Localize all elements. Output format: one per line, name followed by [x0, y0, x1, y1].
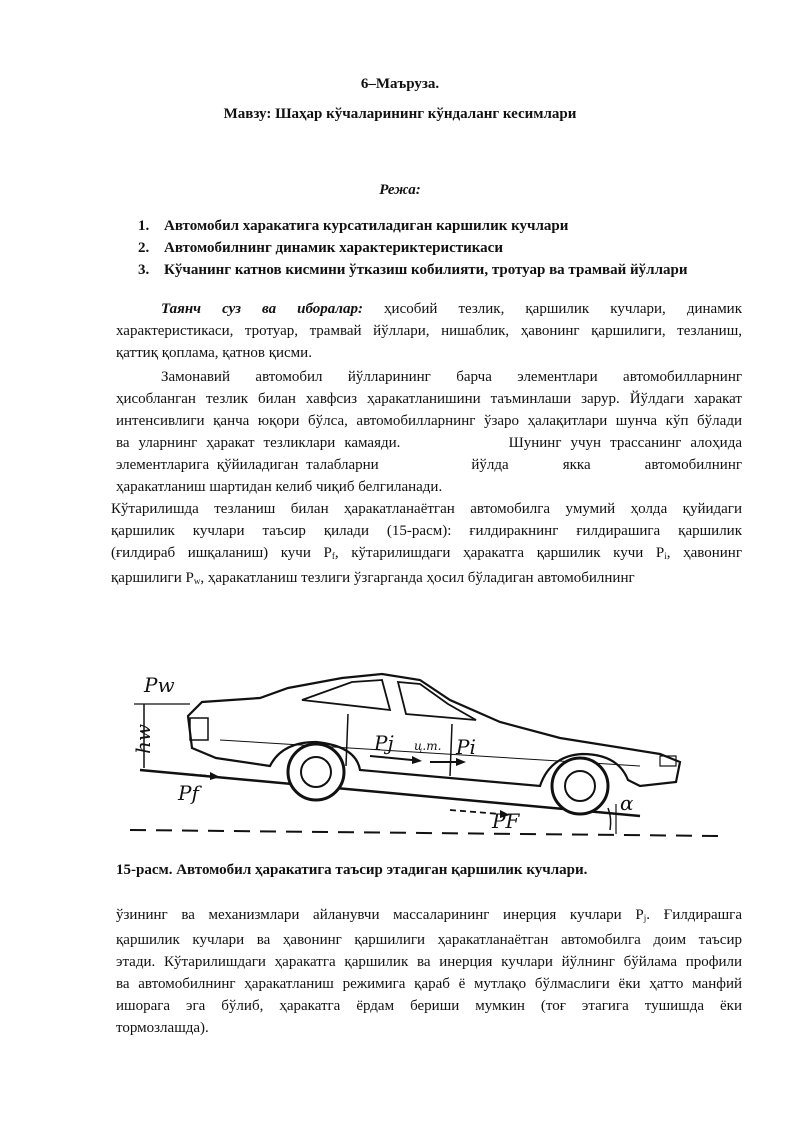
label-pw: Pw [144, 673, 175, 697]
intro-paragraph: Замонавий автомобил йўлларининг барча элементлари автомобилларнинг ҳисобланган тезлик билан хавфсиз ҳаракатланишини таъминлаши зарур. Йўлдаги харакат интенсивлиги қанча юқори бўлса, автомобилларнинг ўзаро ҳалақитлари шунча кўп бўлади ва уларнинг ҳаракат тезликлари камаяди. Шунинг учун трассанинг алоҳида элементларига қўйиладиган талабларни йўлда якка автомобилнинг ҳаракатланиш шартидан келиб чиқиб белгиланади. Кўтарилишда тезланиш билан ҳаракатланаётган автомобилга умумий ҳолда қуйидаги қаршилик кучлари таъсир қилади (15-расм): ғилдиракнинг ғилдирашига қаршилик (ғилдираб ишқаланиш) кучи $P_f$, кўтарилишдаги ҳаракатга қаршилик кучи $P_i$, ҳавонинг қаршилиги $P_w$, ҳаракатланиш тезлиги ўзгарганда ҳосил бўладиган автомобилнинг [111, 369, 742, 586]
angle-arc [608, 808, 611, 830]
rear-wheel [552, 758, 608, 814]
label-pj: Pj [374, 731, 394, 755]
keywords-label: Таянч суз ва иборалар: [161, 301, 363, 317]
figure-caption: 15-расм. Автомобил ҳаракатига таъсир этадиган қаршилик кучлари. [116, 862, 588, 878]
label-pi: Pi [456, 735, 476, 759]
front-wheel [288, 744, 344, 800]
plan-item: 3. Кўчанинг катнов кисмини ўтказиш кобилияти, тротуар ва трамвай йўллари [138, 262, 688, 278]
plan-title: Режа: [379, 182, 421, 198]
car-body [188, 674, 680, 786]
lecture-topic: Мавзу: Шаҳар кўчаларининг кўндаланг кесимлари [223, 106, 577, 122]
label-pf2: PF [492, 809, 520, 833]
car-forces-figure [120, 658, 720, 848]
label-ct: ц.т. [414, 739, 442, 753]
horizontal-reference-line [130, 830, 720, 836]
label-pf: Pf [178, 781, 199, 805]
plan-item: 1. Автомобил харакатига курсатиладиган каршилик кучлари [138, 218, 569, 234]
plan-item: 2. Автомобилнинг динамик характериктеристикаси [138, 240, 503, 256]
lecture-number: 6–Маъруза. [360, 76, 440, 92]
label-hw: hw [131, 724, 155, 754]
forces-paragraph: ўзининг ва механизмлари айланувчи массаларининг инерция кучлари $P_j$. Ғилдирашга қаршилик кучлари ва ҳавонинг қаршилиги ҳаракатланаётган автомобилга доим таъсир этади. Кўтарилишдаги ҳаракатга қаршилик ва инерция кучлари йўлнинг бўйлама профили ва автомобилнинг ҳаракатланиш режимига қараб ё мутлақо бўлмаслиги ёки ҳатто манфий ишорага эга бўлиб, ҳаракатга ёрдам бериши мумкин (тоғ этагига тушишда ёки тормозлашда). [116, 907, 742, 1036]
plan-list [138, 215, 688, 281]
keywords-paragraph: Таянч суз ва иборалар: ҳисобий тезлик, қаршилик кучлари, динамик характеристикаси, тротуар, трамвай йўллари, нишаблик, ҳавонинг қаршилиги, тезланиш, қаттиқ қоплама, қатнов қисми. [116, 301, 742, 361]
label-alpha: α [620, 791, 634, 815]
